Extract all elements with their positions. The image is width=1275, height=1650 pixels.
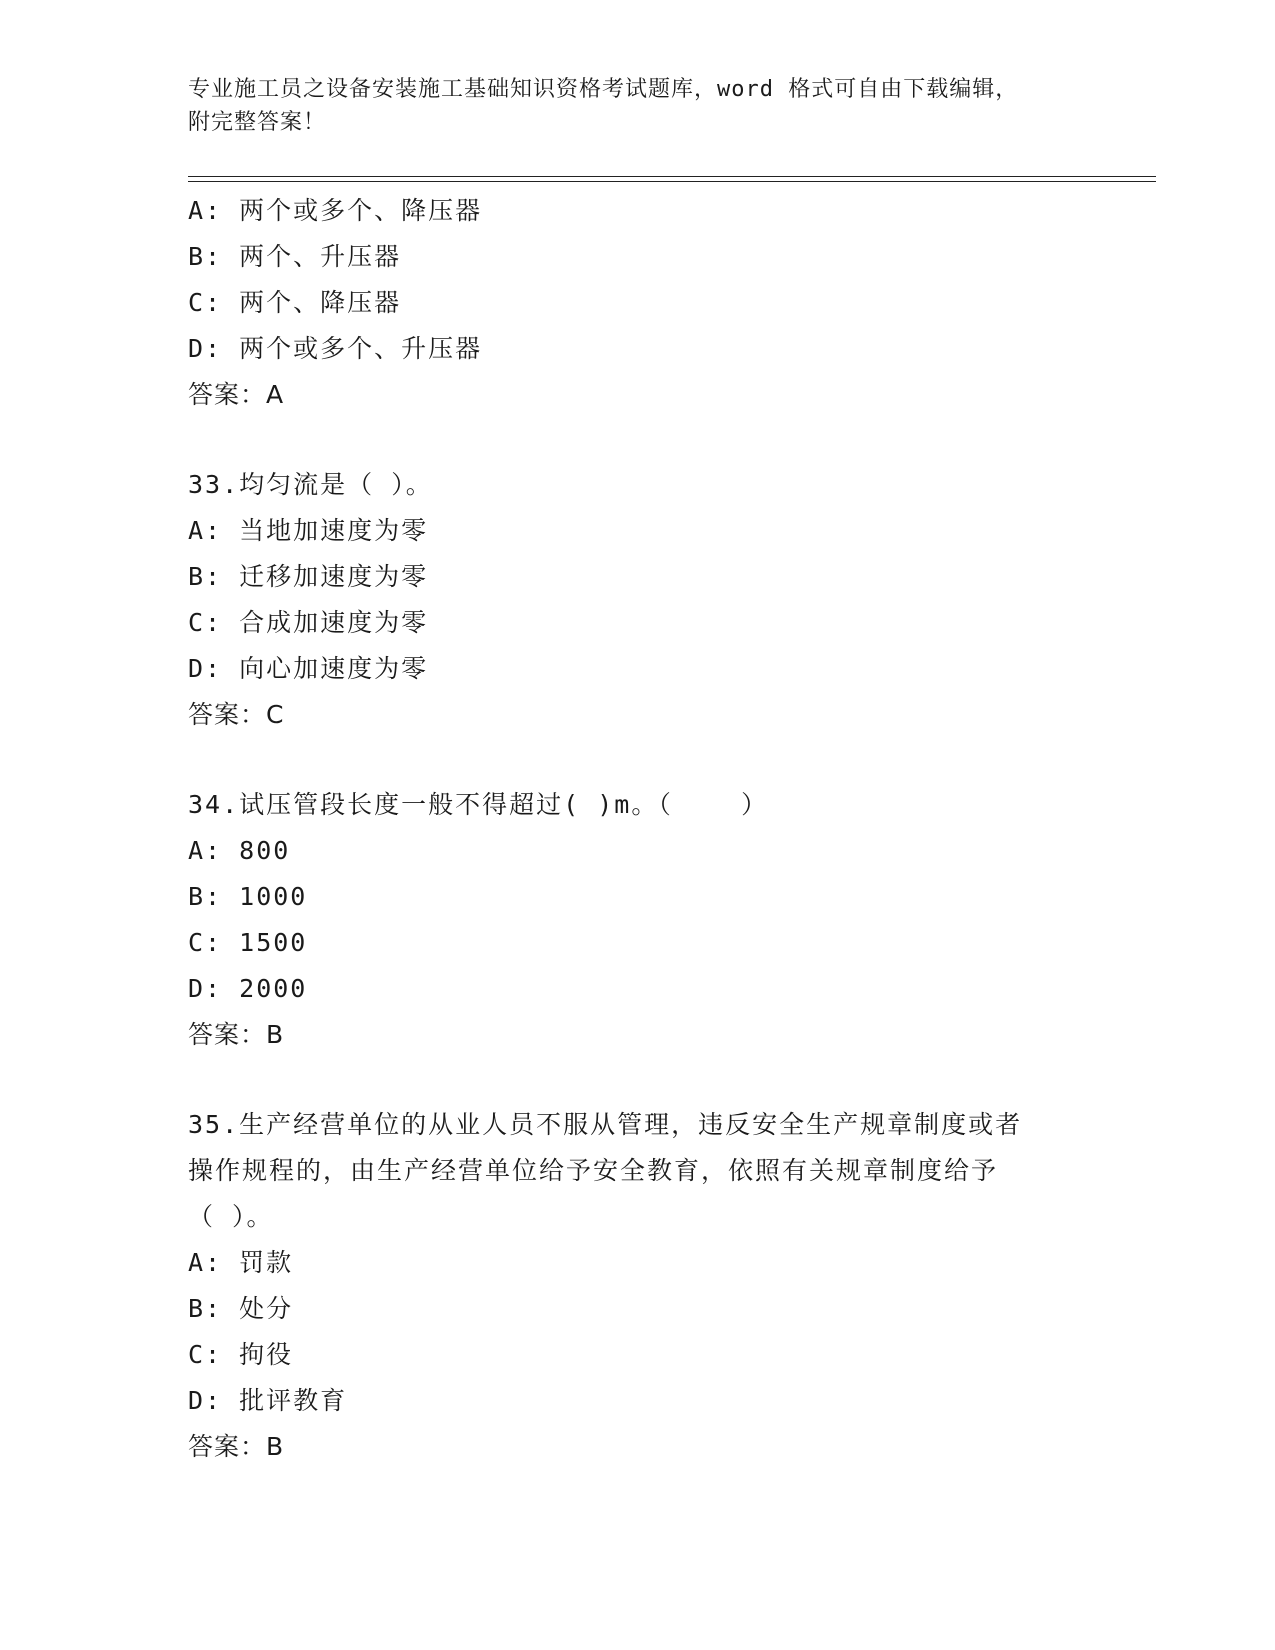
option-c: C: 拘役	[188, 1340, 294, 1369]
question-text: 34.试压管段长度一般不得超过( )m。（ ）	[188, 790, 769, 819]
header-divider-top	[188, 176, 1156, 177]
question-continuation	[188, 188, 1108, 418]
option-c: C: 1500	[188, 928, 308, 957]
option-a: A: 当地加速度为零	[188, 516, 429, 545]
option-d: D: 2000	[188, 974, 308, 1003]
question-text-line-2: 操作规程的，由生产经营单位给予安全教育，依照有关规章制度给予	[188, 1156, 999, 1185]
option-b: B: 迁移加速度为零	[188, 562, 429, 591]
header-line-1: 专业施工员之设备安装施工基础知识资格考试题库，word 格式可自由下载编辑，	[188, 77, 1019, 102]
option-d: D: 批评教育	[188, 1386, 348, 1415]
answer-label: 答案：B	[188, 1020, 285, 1049]
option-b: B: 处分	[188, 1294, 294, 1323]
document-header	[188, 73, 1068, 139]
option-c: C: 两个、降压器	[188, 288, 402, 317]
question-34	[188, 782, 1108, 1058]
answer-label: 答案：B	[188, 1432, 285, 1461]
option-c: C: 合成加速度为零	[188, 608, 429, 637]
option-a: A: 两个或多个、降压器	[188, 196, 483, 225]
question-list	[188, 188, 1108, 1470]
header-line-2: 附完整答案！	[188, 110, 327, 135]
option-b: B: 两个、升压器	[188, 242, 402, 271]
option-d: D: 向心加速度为零	[188, 654, 429, 683]
header-divider-bottom	[188, 181, 1156, 182]
question-text-line-1: 35.生产经营单位的从业人员不服从管理，违反安全生产规章制度或者	[188, 1110, 1023, 1139]
question-text: 33.均匀流是（ ）。	[188, 470, 433, 499]
question-35	[188, 1102, 1108, 1470]
option-b: B: 1000	[188, 882, 308, 911]
option-d: D: 两个或多个、升压器	[188, 334, 483, 363]
question-text-line-3: （ ）。	[188, 1202, 274, 1231]
answer-label: 答案：A	[188, 380, 285, 409]
question-33	[188, 462, 1108, 738]
option-a: A: 800	[188, 836, 291, 865]
answer-label: 答案：C	[188, 700, 285, 729]
option-a: A: 罚款	[188, 1248, 294, 1277]
